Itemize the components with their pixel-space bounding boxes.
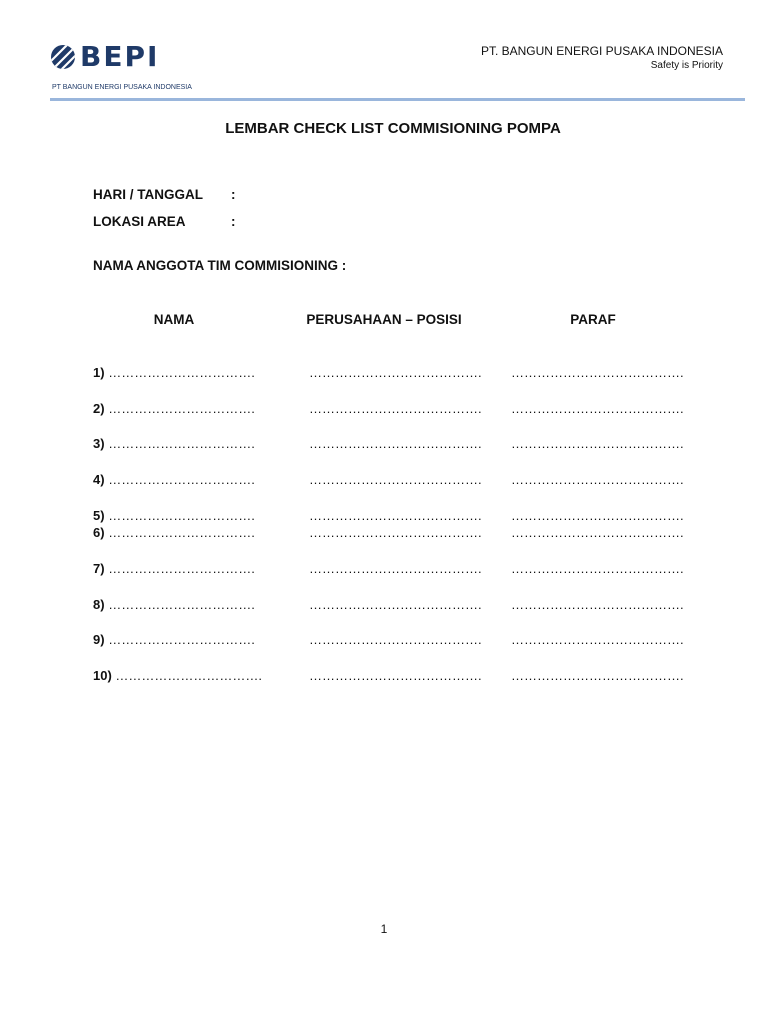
perusahaan-blank: ………………………………….	[309, 597, 482, 612]
table-row	[93, 508, 684, 526]
table-row	[93, 365, 684, 383]
field-label: HARI / TANGGAL	[93, 187, 203, 202]
nama-blank: …………………………….	[108, 365, 255, 380]
perusahaan-blank: ………………………………….	[309, 525, 482, 540]
nama-blank: …………………………….	[108, 436, 255, 451]
paraf-blank: ………………………………….	[511, 561, 684, 576]
table-row	[93, 436, 684, 454]
row-number: 6)	[93, 525, 105, 540]
table-row	[93, 401, 684, 419]
row-number: 10)	[93, 668, 112, 683]
row-number: 7)	[93, 561, 105, 576]
table-row	[93, 472, 684, 490]
table-row	[93, 597, 684, 615]
company-info	[481, 44, 723, 73]
perusahaan-blank: ………………………………….	[309, 668, 482, 683]
team-label: NAMA ANGGOTA TIM COMMISIONING :	[93, 258, 347, 273]
field-separator: :	[231, 187, 236, 202]
logo-subtitle: PT BANGUN ENERGI PUSAKA INDONESIA	[52, 84, 192, 91]
table-row	[93, 561, 684, 579]
row-number: 2)	[93, 401, 105, 416]
table-row	[93, 632, 684, 650]
row-number: 5)	[93, 508, 105, 523]
row-number: 3)	[93, 436, 105, 451]
paraf-blank: ………………………………….	[511, 525, 684, 540]
paraf-blank: ………………………………….	[511, 401, 684, 416]
logo-wordmark: BEPI	[80, 40, 160, 73]
table-row	[93, 525, 684, 543]
nama-blank: …………………………….	[108, 472, 255, 487]
row-number: 8)	[93, 597, 105, 612]
paraf-blank: ………………………………….	[511, 436, 684, 451]
column-header-paraf: PARAF	[570, 312, 616, 327]
field-separator: :	[231, 214, 236, 229]
paraf-blank: ………………………………….	[511, 508, 684, 523]
paraf-blank: ………………………………….	[511, 365, 684, 380]
paraf-blank: ………………………………….	[511, 668, 684, 683]
header-divider	[50, 98, 745, 101]
nama-blank: …………………………….	[108, 597, 255, 612]
globe-logo-icon	[50, 44, 76, 70]
perusahaan-blank: ………………………………….	[309, 508, 482, 523]
nama-blank: …………………………….	[108, 508, 255, 523]
paraf-blank: ………………………………….	[511, 597, 684, 612]
field-lokasi-area	[93, 214, 236, 229]
field-label: LOKASI AREA	[93, 214, 186, 229]
row-number: 4)	[93, 472, 105, 487]
perusahaan-blank: ………………………………….	[309, 561, 482, 576]
column-header-perusahaan-posisi: PERUSAHAAN – POSISI	[306, 312, 462, 327]
row-number: 9)	[93, 632, 105, 647]
company-name: PT. BANGUN ENERGI PUSAKA INDONESIA	[480, 44, 723, 58]
nama-blank: …………………………….	[108, 401, 255, 416]
table-row	[93, 668, 684, 686]
perusahaan-blank: ………………………………….	[309, 401, 482, 416]
perusahaan-blank: ………………………………….	[309, 436, 482, 451]
paraf-blank: ………………………………….	[511, 472, 684, 487]
company-tagline: Safety is Priority	[650, 60, 723, 71]
perusahaan-blank: ………………………………….	[309, 632, 482, 647]
perusahaan-blank: ………………………………….	[309, 472, 482, 487]
nama-blank: …………………………….	[115, 668, 263, 683]
perusahaan-blank: ………………………………….	[309, 365, 482, 380]
field-hari-tanggal	[93, 187, 236, 202]
nama-blank: …………………………….	[108, 525, 255, 540]
page-number: 1	[380, 922, 388, 936]
nama-blank: …………………………….	[108, 632, 255, 647]
paraf-blank: ………………………………….	[511, 632, 684, 647]
document-title: LEMBAR CHECK LIST COMMISIONING POMPA	[225, 120, 561, 137]
company-logo	[50, 40, 160, 73]
column-header-nama: NAMA	[153, 312, 195, 327]
row-number: 1)	[93, 365, 105, 380]
nama-blank: …………………………….	[108, 561, 255, 576]
